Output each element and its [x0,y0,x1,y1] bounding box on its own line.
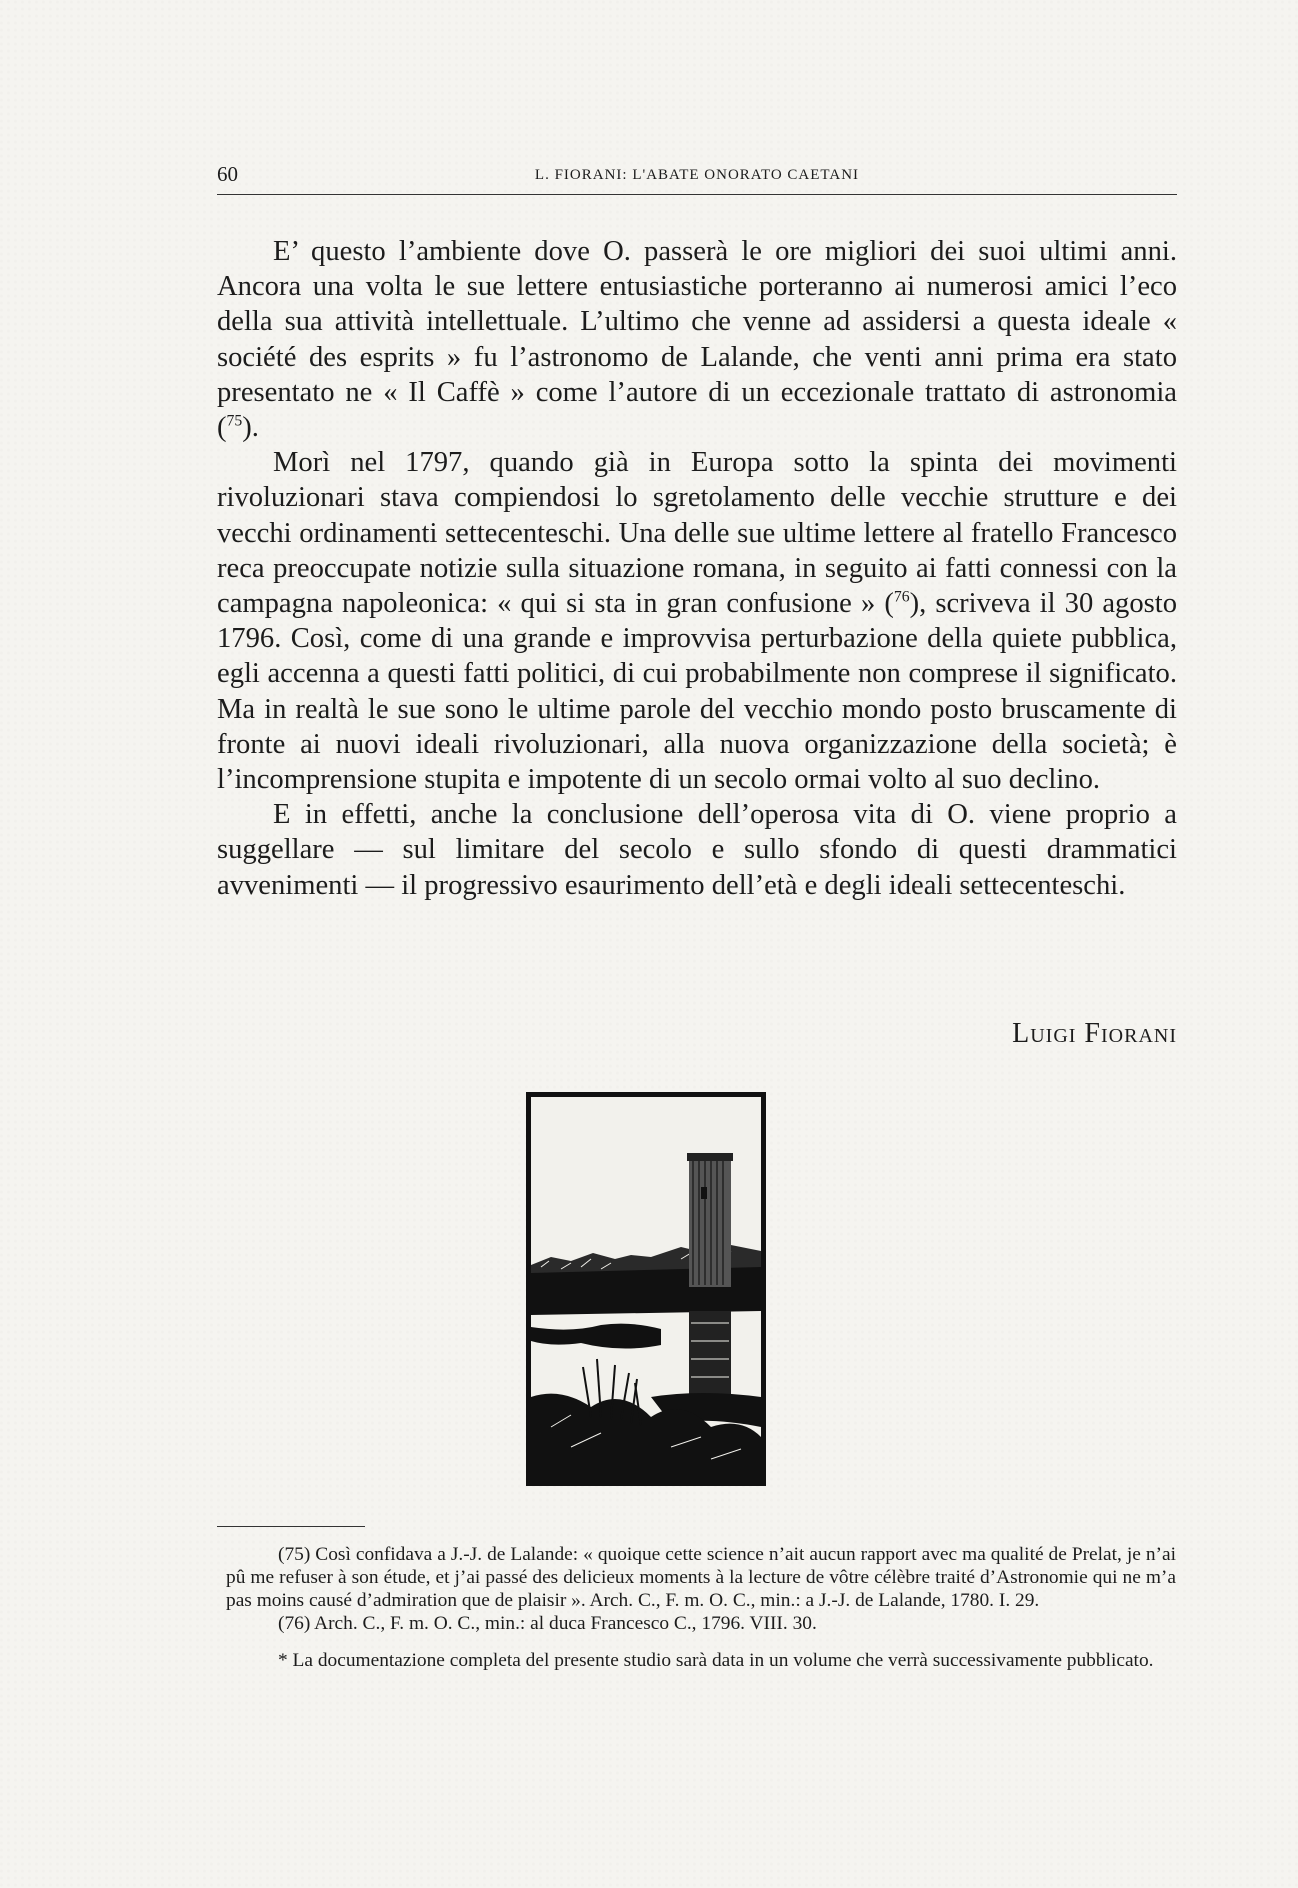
paragraph-2: Morì nel 1797, quando già in Europa sotto la spinta dei movimenti rivoluzionari stava compiendosi lo sgretolamento delle vecchie strutture e dei vecchi ordinamenti settecenteschi. Una delle sue ultime lettere al fratello Francesco reca preoccupate notizie sulla situazione romana, in seguito ai fatti connessi con la campagna napoleonica: « qui si sta in gran confusione » ($^{76}$), scriveva il 30 agosto 1796. Così, come di una grande e improvvisa perturbazione della quiete pubblica, egli accenna a questi fatti politici, di cui probabilmente non comprese il significato. Ma in realtà le sue sono le ultime parole del vecchio mondo posto bruscamente di fronte ai nuovi ideali rivoluzionari, alla nuova organizzazione della società; è l’incomprensione stupita e impotente di un secolo ormai volto al suo declino. [217,447,1177,796]
footnote-75-text: Così confidava a J.-J. de Lalande: « quoique cette science n’ait aucun rapport avec ma qualité de Prelat, je n’ai pû me refuser à son étude, et j’ai passé des delicieux moments à la lecture de vôtre célèbre traité d’Astronomie qui ne m’a pas moins causé d’admiration que de plaisir ». Arch. C., F. m. O. C., min.: a J.-J. de Lalande, 1780. I. 29. [226,1544,1176,1611]
engraving-drawing [531,1097,761,1481]
footnote-ref-76[interactable]: 76 [893,588,910,606]
paragraph-3: E in effetti, anche la conclusione dell’operosa vita di O. viene proprio a suggellare — sul limitare del secolo e sullo sfondo di questi drammatici avvenimenti — il progressivo esaurimento dell’età e degli ideali settecenteschi. [217,799,1177,901]
footnote-76-text: Arch. C., F. m. O. C., min.: al duca Francesco C., 1796. VIII. 30. [314,1613,817,1634]
page-header [217,162,1177,195]
page-number: 60 [217,162,238,186]
paragraph-1: E’ questo l’ambiente dove O. passerà le ore migliori dei suoi ultimi anni. Ancora una volta le sue lettere entusiastiche porteranno ai numerosi amici l’eco della sua attività intellettuale. L’ultimo che venne ad assidersi a questa ideale « société des esprits » fu l’astronomo de Lalande, che venti anni prima era stato presentato ne « Il Caffè » come l’autore di un eccezionale trattato di astronomia ($^{75}$). [217,236,1177,444]
footnote-ref-75[interactable]: 75 [226,412,243,430]
footnote-76 [226,1612,1176,1635]
main-text [217,234,1177,903]
footnote-76-mark: (76) [278,1613,311,1634]
tower-by-water-engraving-icon [526,1092,766,1486]
author-signature: Luigi Fiorani [1012,1018,1177,1049]
footnote-75 [226,1543,1176,1612]
footnote-75-mark: (75) [278,1544,311,1565]
running-head: L. FIORANI: L'ABATE ONORATO CAETANI [534,167,860,183]
footnotes [226,1543,1176,1672]
footnote-star: * La documentazione completa del presente studio sarà data in un volume che verrà successivamente pubblicato. [278,1650,1154,1671]
footnote-separator [217,1526,365,1527]
